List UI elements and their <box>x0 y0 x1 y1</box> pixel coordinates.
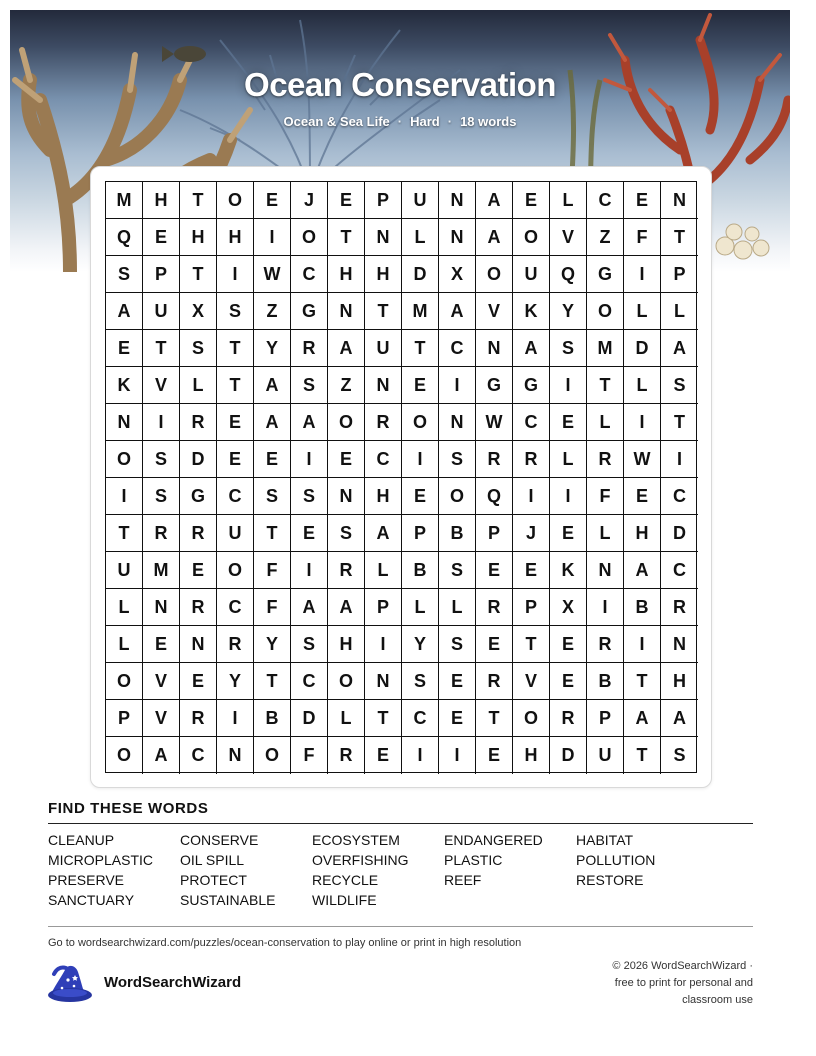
grid-cell[interactable]: N <box>661 182 698 219</box>
grid-cell[interactable]: A <box>476 219 513 256</box>
word-list-item: ENDANGERED <box>444 832 543 848</box>
grid-cell[interactable]: T <box>180 256 217 293</box>
brand-name: WordSearchWizard <box>104 974 242 991</box>
word-list-item: WILDLIFE <box>312 892 377 908</box>
grid-cell[interactable]: S <box>673 745 686 765</box>
grid-cell[interactable]: U <box>217 515 254 552</box>
grid-cell[interactable]: L <box>328 700 365 737</box>
grid-cell[interactable]: U <box>513 256 550 293</box>
grid-cell[interactable]: R <box>587 441 624 478</box>
grid-cell[interactable]: Q <box>550 256 587 293</box>
grid-cell[interactable]: S <box>439 626 476 663</box>
grid-cell[interactable]: L <box>180 367 217 404</box>
grid-cell[interactable]: W <box>624 441 661 478</box>
grid-cell[interactable]: I <box>550 478 587 515</box>
grid-cell[interactable]: E <box>180 552 217 589</box>
grid-cell[interactable]: E <box>402 367 439 404</box>
word-list-item: SUSTAINABLE <box>180 892 276 908</box>
word-list-item: PRESERVE <box>48 872 124 888</box>
grid-cell[interactable]: O <box>587 293 624 330</box>
grid-cell[interactable]: T <box>143 330 180 367</box>
grid-cell[interactable]: N <box>587 552 624 589</box>
grid-cell[interactable]: A <box>439 293 476 330</box>
grid-cell[interactable]: J <box>513 515 550 552</box>
grid-cell[interactable]: S <box>217 293 254 330</box>
grid-cell[interactable]: H <box>143 182 180 219</box>
grid-cell[interactable]: H <box>365 478 402 515</box>
word-list-item: POLLUTION <box>576 852 656 868</box>
grid-cell[interactable]: D <box>624 330 661 367</box>
grid-cell[interactable]: C <box>661 552 698 589</box>
grid-cell[interactable]: V <box>143 663 180 700</box>
grid-cell[interactable]: A <box>661 330 698 367</box>
grid-cell[interactable]: L <box>550 441 587 478</box>
meta-separator: · <box>447 114 453 129</box>
wizard-hat-icon <box>46 962 94 1006</box>
grid-cell[interactable]: B <box>439 515 476 552</box>
grid-cell[interactable]: H <box>328 256 365 293</box>
grid-cell[interactable]: N <box>661 626 698 663</box>
grid-cell[interactable]: O <box>476 256 513 293</box>
grid-cell[interactable]: V <box>143 367 180 404</box>
grid-cell[interactable]: L <box>106 626 143 663</box>
grid-cell[interactable]: E <box>254 182 291 219</box>
grid-cell[interactable]: L <box>550 182 587 219</box>
grid-cell[interactable]: E <box>624 182 661 219</box>
grid-cell[interactable]: I <box>402 441 439 478</box>
grid-cell[interactable]: R <box>180 515 217 552</box>
grid-cell[interactable]: R <box>661 589 698 626</box>
grid-cell[interactable]: D <box>402 256 439 293</box>
grid-cell[interactable]: E <box>550 626 587 663</box>
grid-cell[interactable]: R <box>476 441 513 478</box>
grid-cell[interactable]: O <box>106 663 143 700</box>
grid-cell[interactable]: E <box>291 515 328 552</box>
grid-cell[interactable]: T <box>513 626 550 663</box>
grid-cell[interactable]: T <box>661 404 698 441</box>
grid-cell[interactable]: Q <box>106 219 143 256</box>
grid-cell[interactable]: E <box>217 404 254 441</box>
grid-cell[interactable]: T <box>106 515 143 552</box>
grid-cell[interactable]: A <box>328 589 365 626</box>
word-list-item: CLEANUP <box>48 832 115 848</box>
grid-cell[interactable]: R <box>328 552 365 589</box>
grid-cell[interactable]: E <box>143 219 180 256</box>
grid-cell[interactable]: C <box>587 182 624 219</box>
grid-cell[interactable]: I <box>217 256 254 293</box>
grid-cell[interactable]: F <box>254 552 291 589</box>
grid-cell[interactable]: I <box>624 626 661 663</box>
grid-cell[interactable]: X <box>180 293 217 330</box>
grid-cell[interactable]: E <box>476 737 513 774</box>
grid-cell[interactable]: F <box>624 219 661 256</box>
grid-cell[interactable]: O <box>513 219 550 256</box>
grid-cell[interactable]: P <box>365 589 402 626</box>
grid-cell[interactable]: E <box>624 478 661 515</box>
grid-cell[interactable]: R <box>550 700 587 737</box>
word-list-item: PROTECT <box>180 872 247 888</box>
footer-url-text: Go to wordsearchwizard.com/puzzles/ocean-conservation to play online or print in high resolution <box>48 937 522 949</box>
grid-cell[interactable]: O <box>402 404 439 441</box>
grid-cell[interactable]: S <box>254 478 291 515</box>
grid-cell[interactable]: U <box>143 293 180 330</box>
grid-cell[interactable]: C <box>291 256 328 293</box>
word-list-item: OVERFISHING <box>312 852 409 868</box>
grid-cell[interactable]: U <box>106 552 143 589</box>
grid-cell[interactable]: N <box>328 293 365 330</box>
grid-cell[interactable]: B <box>402 552 439 589</box>
grid-cell[interactable]: S <box>661 367 698 404</box>
grid-cell[interactable]: D <box>291 700 328 737</box>
grid-cell[interactable]: H <box>217 219 254 256</box>
puzzle-meta <box>10 114 790 129</box>
grid-cell[interactable]: U <box>365 330 402 367</box>
grid-cell[interactable]: E <box>217 441 254 478</box>
copyright-line: free to print for personal and <box>614 977 753 989</box>
grid-cell[interactable]: S <box>402 663 439 700</box>
difficulty-label: Hard <box>410 114 440 129</box>
word-list-item: RESTORE <box>576 872 644 888</box>
grid-cell[interactable]: T <box>254 515 291 552</box>
grid-cell[interactable]: A <box>254 404 291 441</box>
grid-cell[interactable]: E <box>513 182 550 219</box>
grid-cell[interactable]: L <box>106 589 143 626</box>
grid-cell[interactable]: T <box>217 330 254 367</box>
grid-cell[interactable]: I <box>624 404 661 441</box>
word-count-label: 18 words <box>460 114 517 129</box>
grid-cell[interactable]: S <box>143 441 180 478</box>
grid-cell[interactable]: V <box>550 219 587 256</box>
grid-cell[interactable]: T <box>180 182 217 219</box>
grid-cell[interactable]: A <box>624 552 661 589</box>
word-list-item: HABITAT <box>576 832 634 848</box>
grid-cell[interactable]: R <box>476 589 513 626</box>
grid-cell[interactable]: I <box>439 367 476 404</box>
grid-cell[interactable]: E <box>143 626 180 663</box>
puzzle-card <box>90 166 712 788</box>
page-title: Ocean Conservation <box>244 66 556 103</box>
grid-cell[interactable]: P <box>402 515 439 552</box>
category-label: Ocean & Sea Life <box>283 114 390 129</box>
grid-cell[interactable]: T <box>624 663 661 700</box>
grid-cell[interactable]: D <box>550 737 587 774</box>
grid-cell[interactable]: O <box>106 737 143 774</box>
grid-cell[interactable]: H <box>365 256 402 293</box>
grid-cell[interactable]: S <box>291 478 328 515</box>
grid-cell[interactable]: C <box>217 589 254 626</box>
grid-cell[interactable]: O <box>106 441 143 478</box>
grid-cell[interactable]: F <box>291 737 328 774</box>
grid-cell[interactable]: S <box>439 441 476 478</box>
grid-cell[interactable]: I <box>254 219 291 256</box>
grid-cell[interactable]: S <box>328 515 365 552</box>
grid-cell[interactable]: I <box>291 441 328 478</box>
copyright-line: classroom use <box>682 994 753 1006</box>
grid-cell[interactable]: R <box>143 515 180 552</box>
grid-cell[interactable]: A <box>624 700 661 737</box>
grid-cell[interactable]: J <box>291 182 328 219</box>
grid-cell[interactable]: I <box>587 589 624 626</box>
grid-cell[interactable]: I <box>291 552 328 589</box>
grid-cell[interactable]: I <box>513 478 550 515</box>
grid-cell[interactable]: R <box>291 330 328 367</box>
grid-cell[interactable]: O <box>328 404 365 441</box>
grid-cell[interactable]: I <box>661 441 698 478</box>
grid-cell[interactable]: G <box>180 478 217 515</box>
grid-cell[interactable]: V <box>143 700 180 737</box>
grid-cell[interactable]: L <box>587 515 624 552</box>
word-list-item: CONSERVE <box>180 832 259 848</box>
divider <box>48 823 753 824</box>
word-list-item: MICROPLASTIC <box>48 852 154 868</box>
grid-cell[interactable]: S <box>143 478 180 515</box>
grid-cell[interactable]: P <box>365 182 402 219</box>
grid-cell[interactable]: I <box>624 256 661 293</box>
grid-cell[interactable]: C <box>439 330 476 367</box>
grid-cell[interactable]: E <box>254 441 291 478</box>
grid-cell[interactable]: L <box>661 293 698 330</box>
grid-cell[interactable]: N <box>439 219 476 256</box>
grid-cell[interactable]: E <box>439 700 476 737</box>
grid-cell[interactable]: E <box>439 663 476 700</box>
grid-cell[interactable]: R <box>217 626 254 663</box>
grid-cell[interactable]: E <box>180 663 217 700</box>
word-list <box>48 832 753 908</box>
word-list-item: PLASTIC <box>444 852 503 868</box>
grid-cell[interactable]: C <box>661 478 698 515</box>
grid-cell[interactable]: I <box>106 478 143 515</box>
grid-cell[interactable]: Z <box>587 219 624 256</box>
grid-cell[interactable]: A <box>291 589 328 626</box>
grid-cell[interactable]: C <box>402 700 439 737</box>
grid-cell[interactable]: O <box>291 219 328 256</box>
grid-cell[interactable]: N <box>217 737 254 774</box>
grid-cell[interactable]: E <box>402 478 439 515</box>
grid-cell[interactable]: S <box>291 626 328 663</box>
grid-cell[interactable]: O <box>217 182 254 219</box>
grid-cell[interactable]: W <box>476 404 513 441</box>
grid-cell[interactable]: W <box>254 256 291 293</box>
grid-cell[interactable]: G <box>587 256 624 293</box>
grid-cell[interactable]: I <box>550 367 587 404</box>
grid-cell[interactable]: P <box>143 256 180 293</box>
grid-cell[interactable]: N <box>328 478 365 515</box>
grid-cell[interactable]: T <box>365 700 402 737</box>
grid-cell[interactable]: E <box>476 552 513 589</box>
grid-cell[interactable]: P <box>476 515 513 552</box>
grid-cell[interactable]: I <box>439 737 476 774</box>
grid-cell[interactable]: H <box>624 515 661 552</box>
grid-cell[interactable]: N <box>106 404 143 441</box>
grid-cell[interactable]: T <box>328 219 365 256</box>
grid-cell[interactable]: X <box>439 256 476 293</box>
grid-cell[interactable]: Z <box>254 293 291 330</box>
grid-cell[interactable]: B <box>587 663 624 700</box>
grid-cell[interactable]: Y <box>254 330 291 367</box>
grid-cell[interactable]: I <box>217 700 254 737</box>
grid-cell[interactable]: B <box>254 700 291 737</box>
divider <box>48 926 753 927</box>
grid-cell[interactable]: M <box>587 330 624 367</box>
grid-cell[interactable]: N <box>365 219 402 256</box>
word-list-item: SANCTUARY <box>48 892 135 908</box>
grid-cell[interactable]: R <box>180 700 217 737</box>
grid-cell[interactable]: A <box>661 700 698 737</box>
grid-cell[interactable]: Z <box>328 367 365 404</box>
grid-cell[interactable]: T <box>476 700 513 737</box>
grid-cell[interactable]: C <box>180 737 217 774</box>
grid-cell[interactable]: N <box>143 589 180 626</box>
grid-cell[interactable]: C <box>217 478 254 515</box>
grid-cell[interactable]: A <box>476 182 513 219</box>
grid-cell[interactable]: K <box>550 552 587 589</box>
grid-cell[interactable]: R <box>328 737 365 774</box>
letter-grid <box>105 181 697 773</box>
grid-cell[interactable]: Y <box>550 293 587 330</box>
grid-cell[interactable]: T <box>217 367 254 404</box>
grid-cell[interactable]: H <box>180 219 217 256</box>
grid-cell[interactable]: O <box>328 663 365 700</box>
grid-cell[interactable]: T <box>587 367 624 404</box>
grid-cell[interactable]: L <box>624 293 661 330</box>
grid-cell[interactable]: R <box>180 589 217 626</box>
grid-cell[interactable]: P <box>661 256 698 293</box>
grid-cell[interactable]: M <box>143 552 180 589</box>
grid-cell[interactable]: R <box>476 663 513 700</box>
grid-cell[interactable]: X <box>550 589 587 626</box>
grid-cell[interactable]: S <box>291 367 328 404</box>
grid-cell[interactable]: G <box>291 293 328 330</box>
grid-cell[interactable]: K <box>513 293 550 330</box>
grid-cell[interactable]: T <box>365 293 402 330</box>
grid-cell[interactable]: E <box>550 663 587 700</box>
grid-cell[interactable]: M <box>106 182 143 219</box>
shells-graphic <box>716 224 769 259</box>
grid-cell[interactable]: R <box>365 404 402 441</box>
grid-cell[interactable]: N <box>476 330 513 367</box>
grid-cell[interactable]: I <box>143 404 180 441</box>
grid-cell[interactable]: O <box>254 737 291 774</box>
grid-cell[interactable]: C <box>365 441 402 478</box>
grid-cell[interactable]: E <box>476 626 513 663</box>
copyright-line: © 2026 WordSearchWizard · <box>612 960 753 972</box>
grid-cell[interactable]: E <box>328 441 365 478</box>
grid-cell[interactable]: L <box>624 367 661 404</box>
grid-cell[interactable]: N <box>180 626 217 663</box>
grid-cell[interactable]: A <box>106 293 143 330</box>
grid-cell[interactable]: A <box>254 367 291 404</box>
grid-cell[interactable]: B <box>624 589 661 626</box>
grid-cell[interactable]: G <box>476 367 513 404</box>
grid-cell[interactable]: P <box>587 700 624 737</box>
grid-cell[interactable]: Q <box>476 478 513 515</box>
grid-cell[interactable]: N <box>365 367 402 404</box>
fish-graphic <box>162 46 206 62</box>
grid-cell[interactable]: R <box>587 626 624 663</box>
grid-cell[interactable]: I <box>402 737 439 774</box>
grid-cell[interactable]: E <box>550 515 587 552</box>
grid-cell[interactable]: D <box>180 441 217 478</box>
grid-cell[interactable]: U <box>587 737 624 774</box>
copyright-notice <box>583 958 753 1009</box>
grid-cell[interactable]: P <box>106 700 143 737</box>
grid-cell[interactable]: A <box>143 737 180 774</box>
grid-cell[interactable]: V <box>476 293 513 330</box>
grid-cell[interactable]: G <box>513 367 550 404</box>
grid-cell[interactable]: E <box>106 330 143 367</box>
grid-cell[interactable]: H <box>513 737 550 774</box>
grid-cell[interactable]: A <box>328 330 365 367</box>
grid-cell[interactable]: T <box>624 737 661 774</box>
grid-cell[interactable]: E <box>328 182 365 219</box>
grid-cell[interactable]: U <box>402 182 439 219</box>
grid-cell[interactable]: S <box>180 330 217 367</box>
grid-cell[interactable]: T <box>402 330 439 367</box>
grid-cell[interactable]: H <box>328 626 365 663</box>
grid-cell[interactable]: E <box>513 552 550 589</box>
grid-cell[interactable]: Y <box>254 626 291 663</box>
grid-cell[interactable]: H <box>661 663 698 700</box>
grid-cell[interactable]: V <box>513 663 550 700</box>
grid-cell[interactable]: M <box>402 293 439 330</box>
grid-cell[interactable]: K <box>106 367 143 404</box>
grid-cell[interactable]: R <box>180 404 217 441</box>
grid-cell[interactable]: F <box>254 589 291 626</box>
grid-cell[interactable]: L <box>402 589 439 626</box>
grid-cell[interactable]: N <box>365 663 402 700</box>
grid-cell[interactable]: P <box>513 589 550 626</box>
grid-cell[interactable]: N <box>439 182 476 219</box>
grid-cell[interactable]: C <box>513 404 550 441</box>
grid-cell[interactable]: Y <box>217 663 254 700</box>
grid-cell[interactable]: S <box>550 330 587 367</box>
grid-cell[interactable]: N <box>439 404 476 441</box>
word-list-item: ECOSYSTEM <box>312 832 400 848</box>
grid-cell[interactable]: L <box>587 404 624 441</box>
grid-cell[interactable]: T <box>661 219 698 256</box>
grid-cell[interactable]: L <box>365 552 402 589</box>
grid-cell[interactable]: O <box>513 700 550 737</box>
grid-cell[interactable]: A <box>291 404 328 441</box>
meta-separator: · <box>397 114 403 129</box>
grid-cell[interactable]: D <box>661 515 698 552</box>
grid-cell[interactable]: F <box>587 478 624 515</box>
grid-cell[interactable]: A <box>513 330 550 367</box>
word-list-item: OIL SPILL <box>180 852 245 868</box>
grid-cell[interactable]: L <box>402 219 439 256</box>
grid-cell[interactable]: O <box>217 552 254 589</box>
grid-cell[interactable]: C <box>291 663 328 700</box>
grid-cell[interactable]: A <box>365 515 402 552</box>
grid-cell[interactable]: S <box>106 256 143 293</box>
grid-cell[interactable]: L <box>439 589 476 626</box>
word-list-item: RECYCLE <box>312 872 379 888</box>
grid-cell[interactable]: T <box>254 663 291 700</box>
grid-cell[interactable]: E <box>550 404 587 441</box>
grid-cell[interactable]: O <box>439 478 476 515</box>
grid-cell[interactable]: S <box>439 552 476 589</box>
grid-cell[interactable]: R <box>513 441 550 478</box>
grid-cell[interactable]: Y <box>402 626 439 663</box>
grid-cell[interactable]: I <box>365 626 402 663</box>
word-list-heading: FIND THESE WORDS <box>48 800 209 817</box>
word-list-item: REEF <box>444 872 482 888</box>
grid-cell[interactable]: E <box>365 737 402 774</box>
